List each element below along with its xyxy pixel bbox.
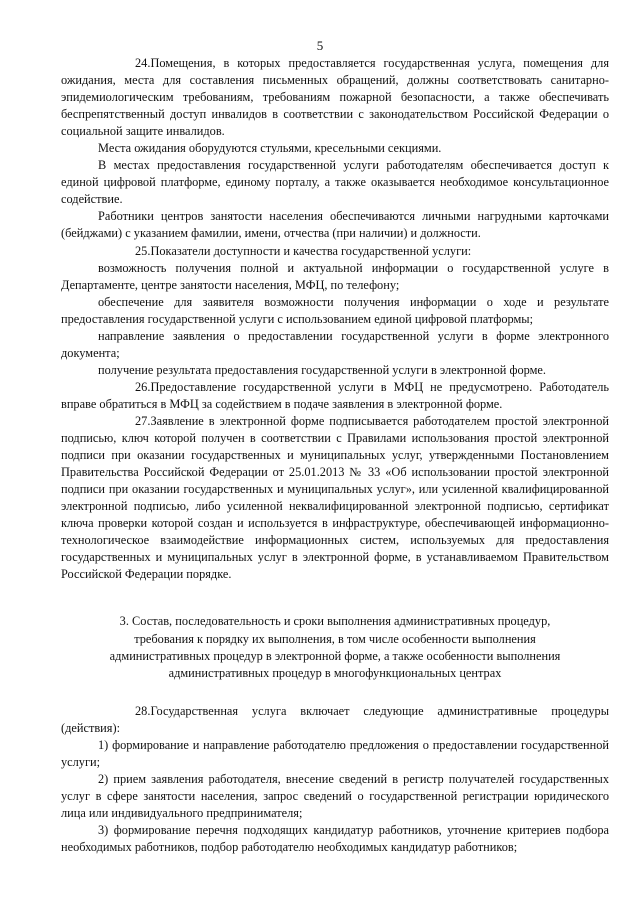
- paragraph-number: 28.: [135, 703, 151, 718]
- document-body: [61, 55, 609, 856]
- section-heading-line: административных процедур в многофункциональных центрах: [168, 665, 502, 680]
- paragraph-28-item-3: 3) формирование перечня подходящих кандидатур работников, уточнение критериев подбора необходимых работников, подбор работодателю необходимых кандидатур работников;: [61, 822, 609, 855]
- paragraph-25-item-4: получение результата предоставления государственной услуги в электронной форме.: [98, 362, 546, 377]
- paragraph-number: 26.: [135, 379, 151, 394]
- paragraph-28-item-1: 1) формирование и направление работодателю предложения о предоставлении государственной услуги;: [61, 737, 609, 769]
- paragraph-25: [61, 243, 609, 260]
- section-heading-line: требования к порядку их выполнения, в том числе особенности выполнения: [134, 631, 536, 646]
- paragraph-25-item-3: направление заявления о предоставлении государственной услуги в форме электронного документа;: [61, 328, 609, 360]
- paragraph-badges: Работники центров занятости населения обеспечиваются личными нагрудными карточками (бейджами) с указанием фамилии, имени, отчества (при наличии) и должности.: [61, 209, 609, 241]
- paragraph-25-item-2: обеспечение для заявителя возможности получения информации о ходе и результате предоставления государственной услуги с использованием единой цифровой платформы;: [61, 294, 609, 326]
- paragraph-digital-platform: В местах предоставления государственной услуги работодателям обеспечивается доступ к единой цифровой платформе, единому порталу, а также оказывается необходимое консультационное содействие.: [61, 158, 609, 207]
- paragraph-text: Предоставление государственной услуги в МФЦ не предусмотрено. Работодатель вправе обратиться в МФЦ за содействием в подаче заявления в электронной форме.: [61, 379, 609, 411]
- paragraph-waiting-places: Места ожидания оборудуются стульями, кресельными секциями.: [98, 141, 442, 156]
- page-number: 5: [316, 38, 324, 53]
- section-heading-line: административных процедур в электронной форме, а также особенности выполнения: [109, 648, 561, 663]
- paragraph-text: Заявление в электронной форме подписывается работодателем простой электронной подписью, ключ которой получен в соответствии с Правилами использования простой электронной подписи при оказании государственных и муниципальных услуг, утвержденными Постановлением Правительства Российской Федерации от 25.01.2013 № 33 «Об использовании простой электронной подписи при оказании государственных и муниципальных услуг», или усиленной квалифицированной электронной подписью, либо усиленной неквалифицированной электронной подписью, сертификат ключа проверки которой создан и используется в инфраструктуре, обеспечивающей информационно-технологическое взаимодействие информационных систем, используемых для предоставления государственных и муниципальных услуг в электронной форме, в устанавливаемом Правительством Российской Федерации порядке.: [61, 413, 609, 582]
- paragraph-text: Показатели доступности и качества государственной услуги:: [150, 243, 472, 258]
- paragraph-24: [61, 55, 609, 140]
- paragraph-27: [61, 413, 609, 583]
- paragraph-text: Помещения, в которых предоставляется государственная услуга, помещения для ожидания, места для составления письменных обращений, должны соответствовать санитарно-эпидемиологическим требованиям, требованиям пожарной безопасности, а также обеспечивать беспрепятственный доступ инвалидов в соответствии с законодательством Российской Федерации о социальной защите инвалидов.: [61, 56, 609, 139]
- section-heading-line: 3. Состав, последовательность и сроки выполнения административных процедур,: [119, 614, 551, 629]
- paragraph-number: 25.: [135, 243, 151, 258]
- paragraph-number: 27.: [135, 413, 151, 428]
- paragraph-28-item-2: 2) прием заявления работодателя, внесение сведений в регистр получателей государственных услуг в сфере занятости населения, запрос сведений о государственной регистрации юридического лица или индивидуального предпринимателя;: [61, 771, 609, 820]
- section-heading: [61, 613, 609, 681]
- paragraph-26: [61, 379, 609, 413]
- paragraph-28: [61, 703, 609, 737]
- paragraph-number: 24.: [135, 56, 151, 70]
- paragraph-25-item-1: возможность получения полной и актуальной информации о государственной услуге в Департаменте, центре занятости населения, МФЦ, по телефону;: [61, 260, 609, 292]
- paragraph-text: Государственная услуга включает следующие административные процедуры (действия):: [61, 703, 609, 735]
